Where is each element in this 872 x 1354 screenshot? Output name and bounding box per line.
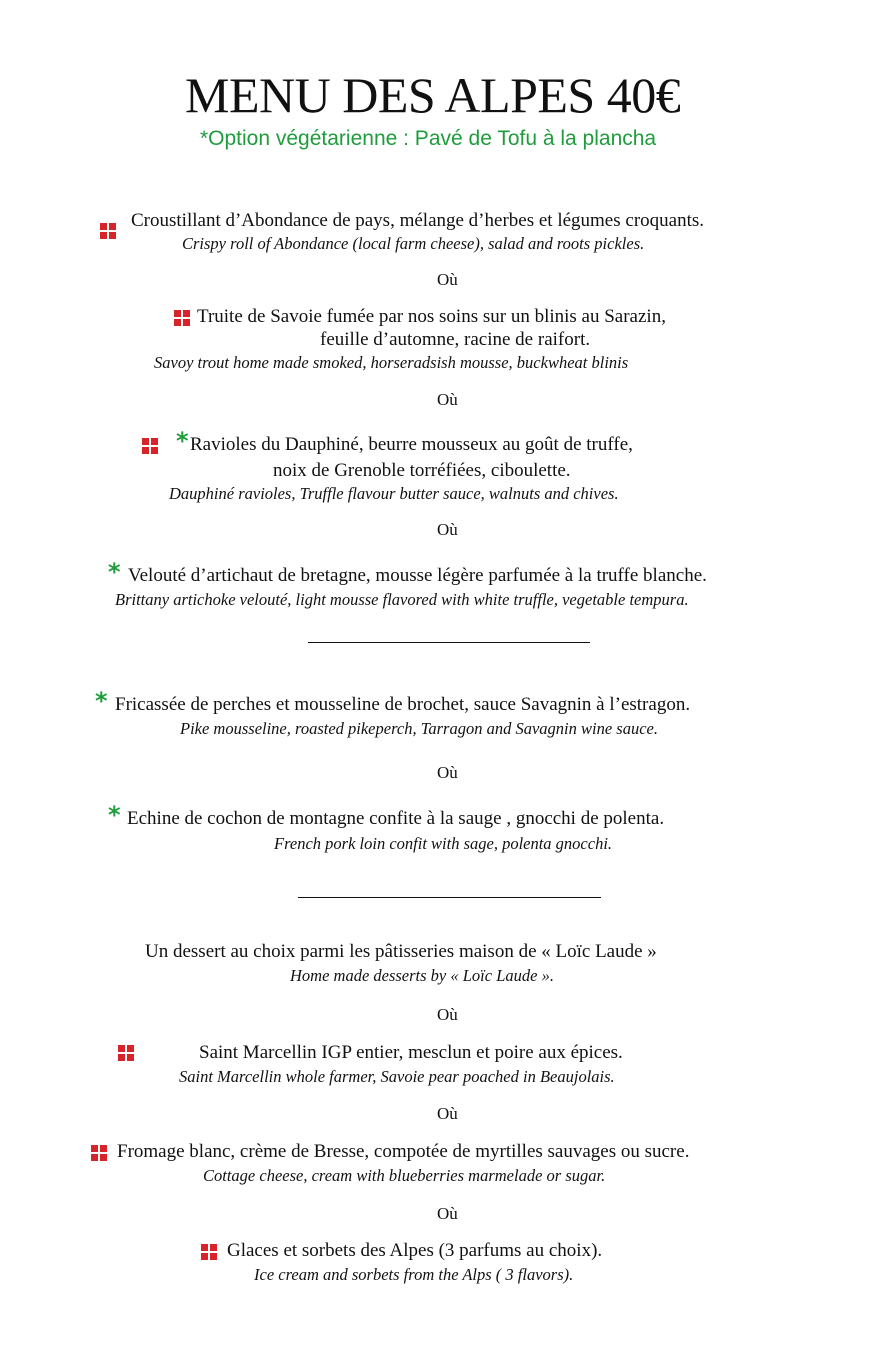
or-separator: Où (437, 1204, 458, 1223)
starter-3-fr: Ravioles du Dauphiné, beurre mousseux au goût de truffe, (190, 434, 633, 455)
starter-4-en: Brittany artichoke velouté, light mousse flavored with white truffle, vegetable tempura. (115, 590, 689, 609)
or-separator: Où (437, 1005, 458, 1024)
savoie-cross-icon (142, 438, 158, 454)
dessert-2-fr: Saint Marcellin IGP entier, mesclun et poire aux épices. (199, 1042, 623, 1063)
main-2-fr: Echine de cochon de montagne confite à la sauge , gnocchi de polenta. (127, 808, 665, 829)
menu-title: MENU DES ALPES 40€ (185, 67, 681, 123)
starter-3-en: Dauphiné ravioles, Truffle flavour butter sauce, walnuts and chives. (169, 484, 619, 503)
or-separator: Où (437, 270, 458, 289)
starter-2-en: Savoy trout home made smoked, horseradsish mousse, buckwheat blinis (154, 353, 629, 372)
vegetarian-star-icon: * (108, 558, 121, 586)
dessert-1-fr: Un dessert au choix parmi les pâtisseries maison de « Loïc Laude » (145, 941, 657, 962)
starter-3-fr-line2: noix de Grenoble torréfiées, ciboulette. (273, 460, 571, 481)
starter-2-fr: Truite de Savoie fumée par nos soins sur un blinis au Sarazin, (197, 306, 666, 327)
or-separator: Où (437, 1104, 458, 1123)
vegetarian-star-icon: * (95, 687, 108, 715)
dessert-3-en: Cottage cheese, cream with blueberries marmelade or sugar. (203, 1166, 606, 1185)
savoie-cross-icon (91, 1145, 107, 1161)
dessert-4-en: Ice cream and sorbets from the Alps ( 3 flavors). (254, 1265, 574, 1284)
savoie-cross-icon (201, 1244, 217, 1260)
vegetarian-option-note: *Option végétarienne : Pavé de Tofu à la plancha (200, 127, 657, 150)
starter-2-fr-line2: feuille d’automne, racine de raifort. (320, 329, 591, 350)
starter-1-en: Crispy roll of Abondance (local farm cheese), salad and roots pickles. (182, 234, 645, 253)
vegetarian-star-icon: * (108, 801, 121, 829)
or-separator: Où (437, 520, 458, 539)
main-1-en: Pike mousseline, roasted pikeperch, Tarragon and Savagnin wine sauce. (180, 719, 658, 738)
starter-4-fr: Velouté d’artichaut de bretagne, mousse légère parfumée à la truffe blanche. (128, 565, 707, 586)
main-1-fr: Fricassée de perches et mousseline de brochet, sauce Savagnin à l’estragon. (115, 694, 691, 715)
dessert-4-fr: Glaces et sorbets des Alpes (3 parfums au choix). (227, 1240, 603, 1261)
or-separator: Où (437, 390, 458, 409)
section-divider (308, 642, 590, 643)
main-2-en: French pork loin confit with sage, polenta gnocchi. (274, 834, 613, 853)
section-divider (298, 897, 601, 898)
or-separator: Où (437, 763, 458, 782)
starter-1-fr: Croustillant d’Abondance de pays, mélange d’herbes et légumes croquants. (131, 210, 704, 231)
savoie-cross-icon (100, 223, 116, 239)
dessert-1-en: Home made desserts by « Loïc Laude ». (290, 966, 554, 985)
vegetarian-star-icon: * (176, 427, 189, 455)
dessert-3-fr: Fromage blanc, crème de Bresse, compotée de myrtilles sauvages ou sucre. (117, 1141, 690, 1162)
savoie-cross-icon (118, 1045, 134, 1061)
dessert-2-en: Saint Marcellin whole farmer, Savoie pear poached in Beaujolais. (179, 1067, 615, 1086)
savoie-cross-icon (174, 310, 190, 326)
